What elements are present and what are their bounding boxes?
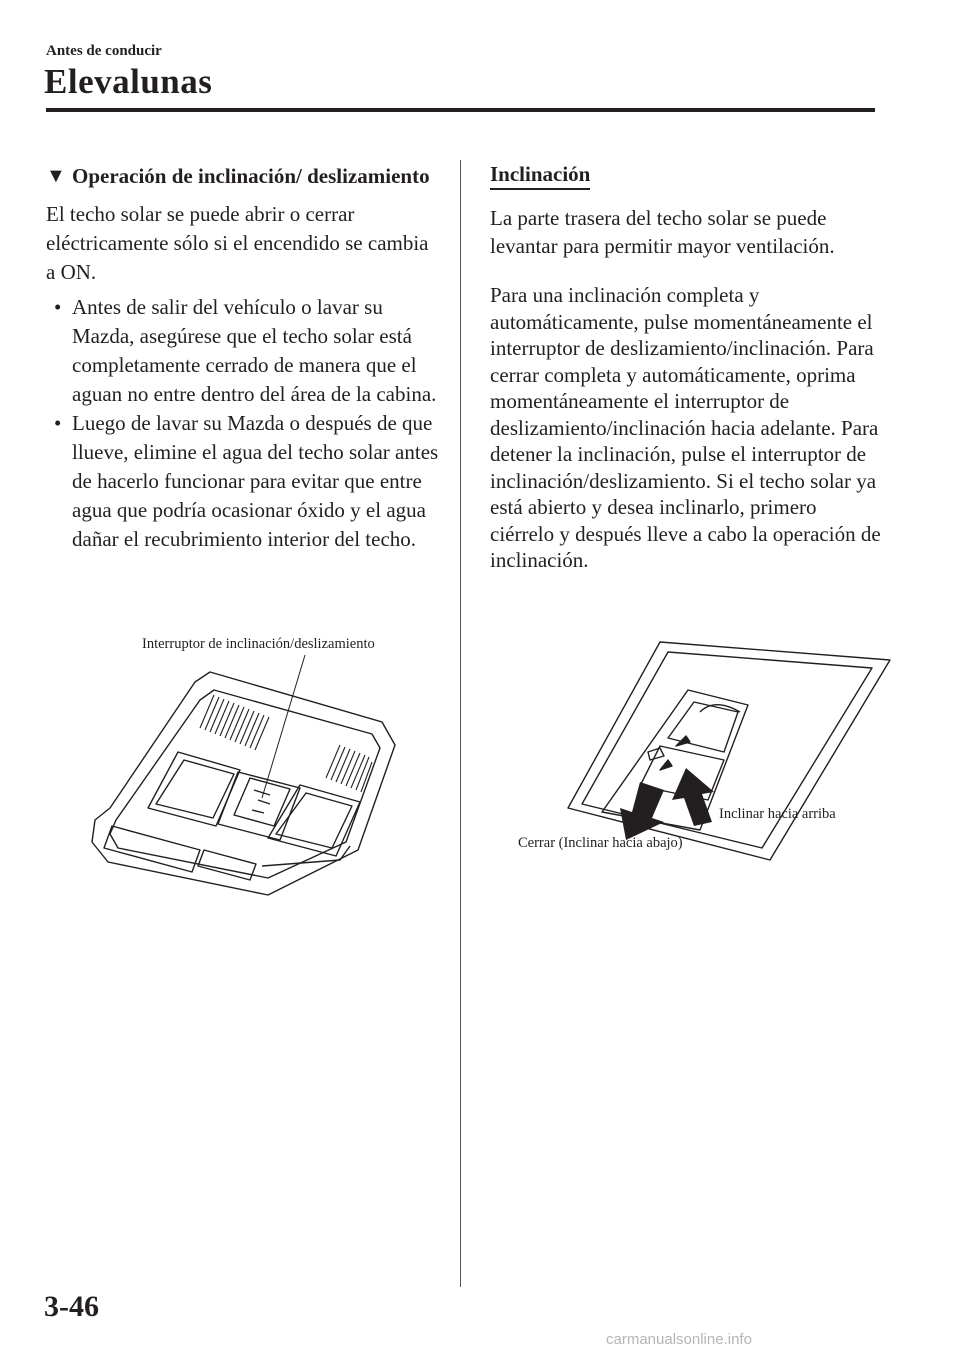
intro-paragraph: El techo solar se puede abrir o cerrar eléctricamente sólo si el encendido se cambia a ON. (46, 202, 429, 284)
bullet-text: Luego de lavar su Mazda o después de que llueve, elimine el agua del techo solar antes de hacerlo funcionar para evitar que entre agua que podría ocasionar óxido y el agua dañar el recubrimiento interior del techo. (72, 411, 439, 551)
triangle-marker-icon: ▼ (46, 165, 66, 187)
figure-caption-tilt-up: Inclinar hacia arriba (719, 806, 836, 822)
operation-paragraph: Para una inclinación completa y automáticamente, pulse momentáneamente el interruptor de deslizamiento/inclinación. Para cerrar completa y automáticamente, oprima momentáneamente el interruptor de deslizamiento/inclinación hacia adelante. Para detener la inclinación, pulse el interruptor de inclinación/deslizamiento. Si el techo solar ya está abierto y desea inclinarlo, primero ciérrelo y después lleve a cabo la operación de inclinación. (490, 283, 881, 572)
figure-caption-switch: Interruptor de inclinación/deslizamiento (142, 636, 375, 652)
subsection-heading: Inclinación (490, 160, 590, 190)
chapter-title: Elevalunas (44, 62, 213, 101)
bullet-text: Antes de salir del vehículo o lavar su Mazda, asegúrese que el techo solar está completamente cerrado de manera que el aguan no entre dentro del área de la cabina. (72, 295, 437, 406)
section-heading-text: Operación de inclinación/ deslizamiento (72, 164, 430, 188)
page-number: 3-46 (44, 1290, 99, 1323)
section-label: Antes de conducir (46, 43, 162, 59)
bullet-dot-icon: • (54, 295, 62, 319)
figure-caption-close: Cerrar (Inclinar hacia abajo) (518, 835, 683, 851)
watermark: carmanualsonline.info (606, 1331, 752, 1348)
bullet-dot-icon: • (54, 411, 62, 435)
ventilation-paragraph: La parte trasera del techo solar se puede levantar para permitir mayor ventilación. (490, 206, 835, 258)
